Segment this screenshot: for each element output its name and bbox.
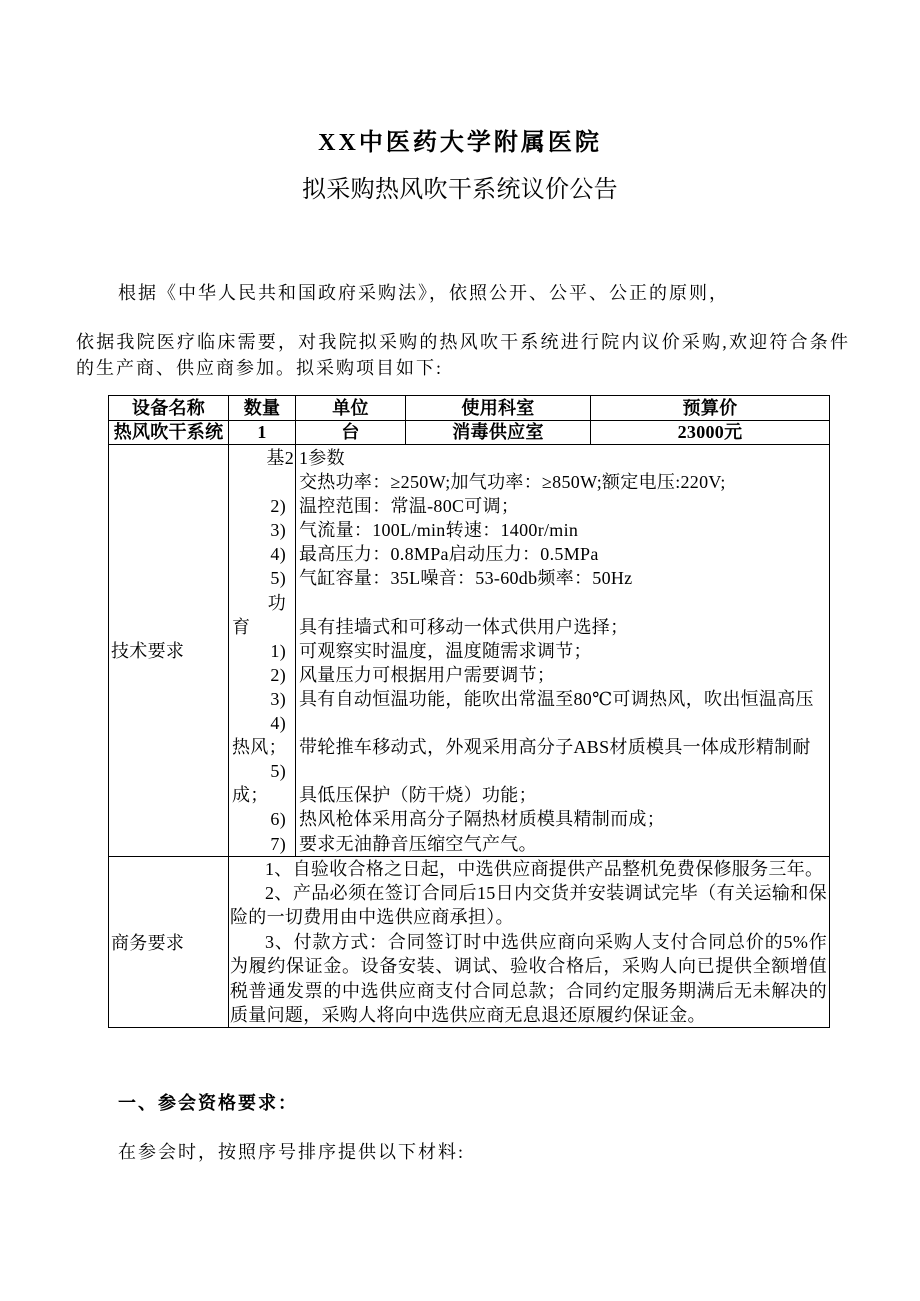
- tech-spec-line: 1参数: [299, 448, 345, 468]
- table-row-item: [109, 421, 830, 445]
- tech-spec-line: 风量压力可根据用户需要调节；: [299, 664, 556, 685]
- tech-mark: 4): [270, 544, 286, 565]
- intro-paragraph-1: 根据《中华人民共和国政府采购法》，依照公开、公平、公正的原则，: [118, 283, 729, 303]
- tech-spec-line: 热风枪体采用高分子隔热材质模具精制而成；: [299, 809, 665, 830]
- tech-spec-line-blank: [296, 591, 829, 615]
- tech-mark: 6): [270, 809, 286, 830]
- tech-mark: 成；: [232, 785, 269, 806]
- table-header-row: [109, 396, 830, 421]
- notice-title: 拟采购热风吹干系统议价公告: [302, 177, 618, 203]
- tech-mark: 4): [270, 713, 286, 734]
- item-department: 消毒供应室: [406, 421, 591, 445]
- header-budget: 预算价: [591, 396, 830, 421]
- tech-mark: 基2: [266, 448, 294, 468]
- intro-paragraph-2: 依据我院医疗临床需要，对我院拟采购的热风吹干系统进行院内议价采购,欢迎符合条件的生产商、供应商参加。拟采购项目如下:: [76, 332, 850, 378]
- tech-mark: 功: [267, 592, 286, 613]
- tech-spec-line-blank: [296, 759, 829, 783]
- business-term-payment: 3、付款方式：合同签订时中选供应商向采购人支付合同总价的5%作为履约保证金。设备安装、调试、验收合格后，采购人向已提供全额增值税普通发票的中选供应商支付合同总款；合同约定服务期满后无未解决的质量问题，采购人将向中选供应商无息退还原履约保证金。: [230, 931, 827, 1026]
- business-label: 商务要求: [111, 933, 185, 954]
- tech-spec-line: 具低压保护（防干烧）功能；: [299, 785, 537, 806]
- item-unit: 台: [296, 421, 406, 445]
- tech-mark: 5): [270, 761, 286, 782]
- tech-spec-line: 气缸容量：35L噪音：53-60db频率：50Hz: [299, 568, 633, 589]
- business-term-delivery: 2、产品必须在签订合同后15日内交货并安装调试完毕（有关运输和保险的一切费用由中选供应商承担）。: [230, 883, 827, 928]
- tech-mark: 3): [270, 520, 286, 541]
- header-quantity: 数量: [229, 396, 296, 421]
- tech-spec-line: 具有自动恒温功能，能吹出常温至80℃可调热风，吹出恒温高压: [299, 688, 814, 709]
- tech-spec-line: 具有挂墙式和可移动一体式供用户选择；: [299, 616, 629, 637]
- business-terms-cell: [229, 856, 830, 1028]
- tech-specs-cell: [296, 445, 830, 857]
- business-label-cell: [109, 856, 229, 1028]
- tech-mark: 3): [270, 688, 286, 709]
- tech-marks-cell: [229, 445, 296, 857]
- header-equipment-name: 设备名称: [109, 396, 229, 421]
- tech-mark: 2): [270, 664, 286, 685]
- header-unit: 单位: [296, 396, 406, 421]
- tech-spec-line: 带轮推车移动式，外观采用高分子ABS材质模具一体成形精制耐: [299, 737, 811, 758]
- tech-spec-line: 可观察实时温度，温度随需求调节；: [299, 640, 592, 661]
- tech-label-cell: [109, 445, 229, 857]
- tech-mark: 5): [270, 568, 286, 589]
- tech-mark: 1): [270, 640, 286, 661]
- tech-spec-line: 温控范围：常温-80C可调；: [299, 496, 520, 517]
- tech-spec-line-blank: [296, 711, 829, 735]
- tech-mark-blank: [229, 470, 295, 494]
- tech-label: 技术要求: [111, 641, 185, 662]
- item-budget: 23000元: [591, 421, 830, 445]
- procurement-table: [108, 395, 830, 1028]
- business-requirements-row: [109, 856, 830, 1028]
- item-name: 热风吹干系统: [109, 421, 229, 445]
- tech-mark: 热风；: [232, 737, 287, 758]
- tech-mark: 2): [270, 496, 286, 517]
- tech-requirements-row: [109, 445, 830, 857]
- section-heading: 一、参会资格要求：: [118, 1093, 298, 1113]
- tech-spec-line: 交热功率：≥250W;加气功率：≥850W;额定电压:220V;: [299, 472, 726, 493]
- tech-mark: 育: [232, 616, 251, 637]
- tech-spec-line: 要求无油静音压缩空气产气。: [299, 833, 537, 854]
- header-department: 使用科室: [406, 396, 591, 421]
- hospital-title: XX中医药大学附属医院: [318, 130, 602, 156]
- business-term-warranty: 1、自验收合格之日起，中选供应商提供产品整机免费保修服务三年。: [265, 858, 824, 879]
- tech-spec-line: 最高压力：0.8MPa启动压力：0.5MPa: [299, 544, 599, 565]
- tech-mark: 7): [270, 833, 286, 854]
- item-quantity: 1: [229, 421, 296, 445]
- tech-spec-line: 气流量：100L/min转速：1400r/min: [299, 520, 579, 541]
- section-text: 在参会时，按照序号排序提供以下材料:: [118, 1142, 465, 1162]
